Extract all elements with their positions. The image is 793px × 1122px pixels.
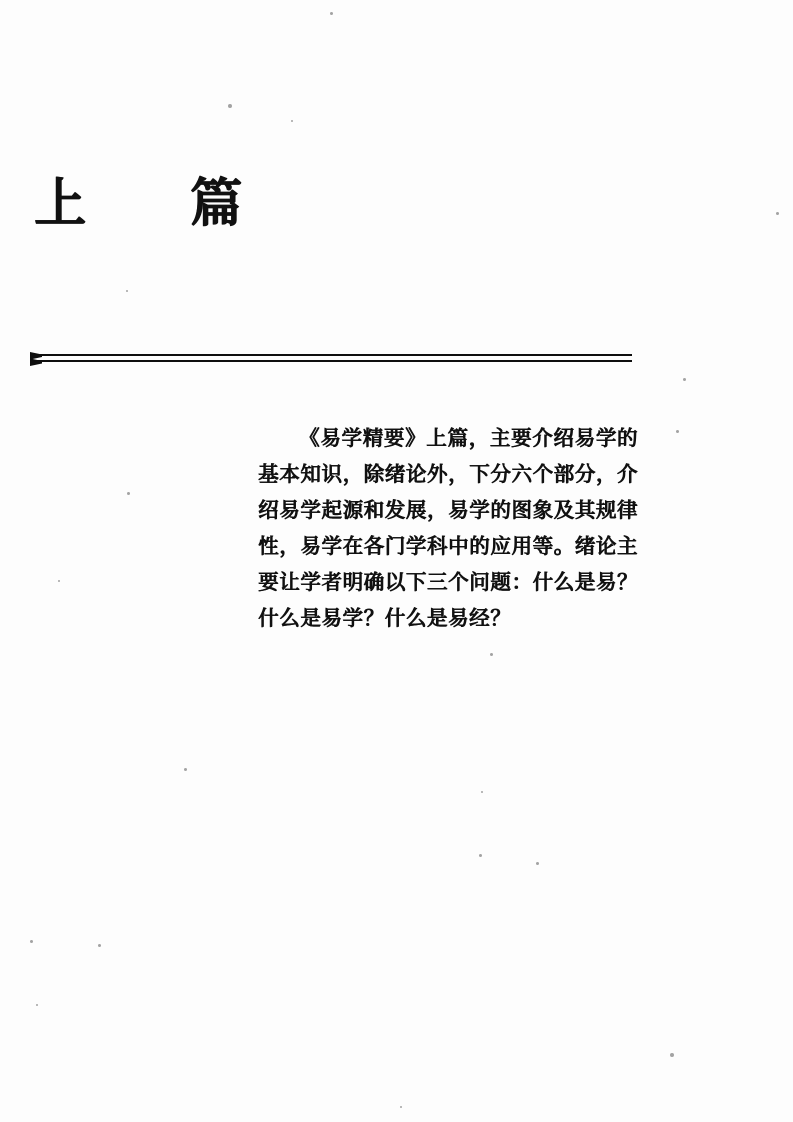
scan-speck <box>30 940 33 943</box>
divider <box>30 352 632 366</box>
page-title: 上 篇 <box>34 173 269 234</box>
scan-speck <box>490 653 493 656</box>
scan-speck <box>481 791 483 793</box>
scan-speck <box>536 862 539 865</box>
body-paragraph: 《易学精要》上篇，主要介绍易学的基本知识，除绪论外，下分六个部分，介绍易学起源和发展，易学的图象及其规律性，易学在各门学科中的应用等。绪论主要让学者明确以下三个问题：什么是易？什么是易学？什么是易经？ <box>258 426 638 630</box>
scan-speck <box>228 104 232 108</box>
scan-speck <box>400 1106 402 1108</box>
scan-speck <box>676 430 679 433</box>
divider-line-bottom <box>30 360 632 362</box>
scan-speck <box>479 854 482 857</box>
scan-speck <box>98 944 101 947</box>
scan-speck <box>291 120 293 122</box>
scan-speck <box>330 12 333 15</box>
scan-speck <box>126 290 128 292</box>
scan-speck <box>683 378 686 381</box>
scan-speck <box>36 1004 38 1006</box>
scan-speck <box>127 492 130 495</box>
scan-speck <box>670 1053 674 1057</box>
scan-speck <box>776 212 779 215</box>
scan-speck <box>58 580 60 582</box>
divider-line-top <box>30 354 632 356</box>
scan-speck <box>184 768 187 771</box>
